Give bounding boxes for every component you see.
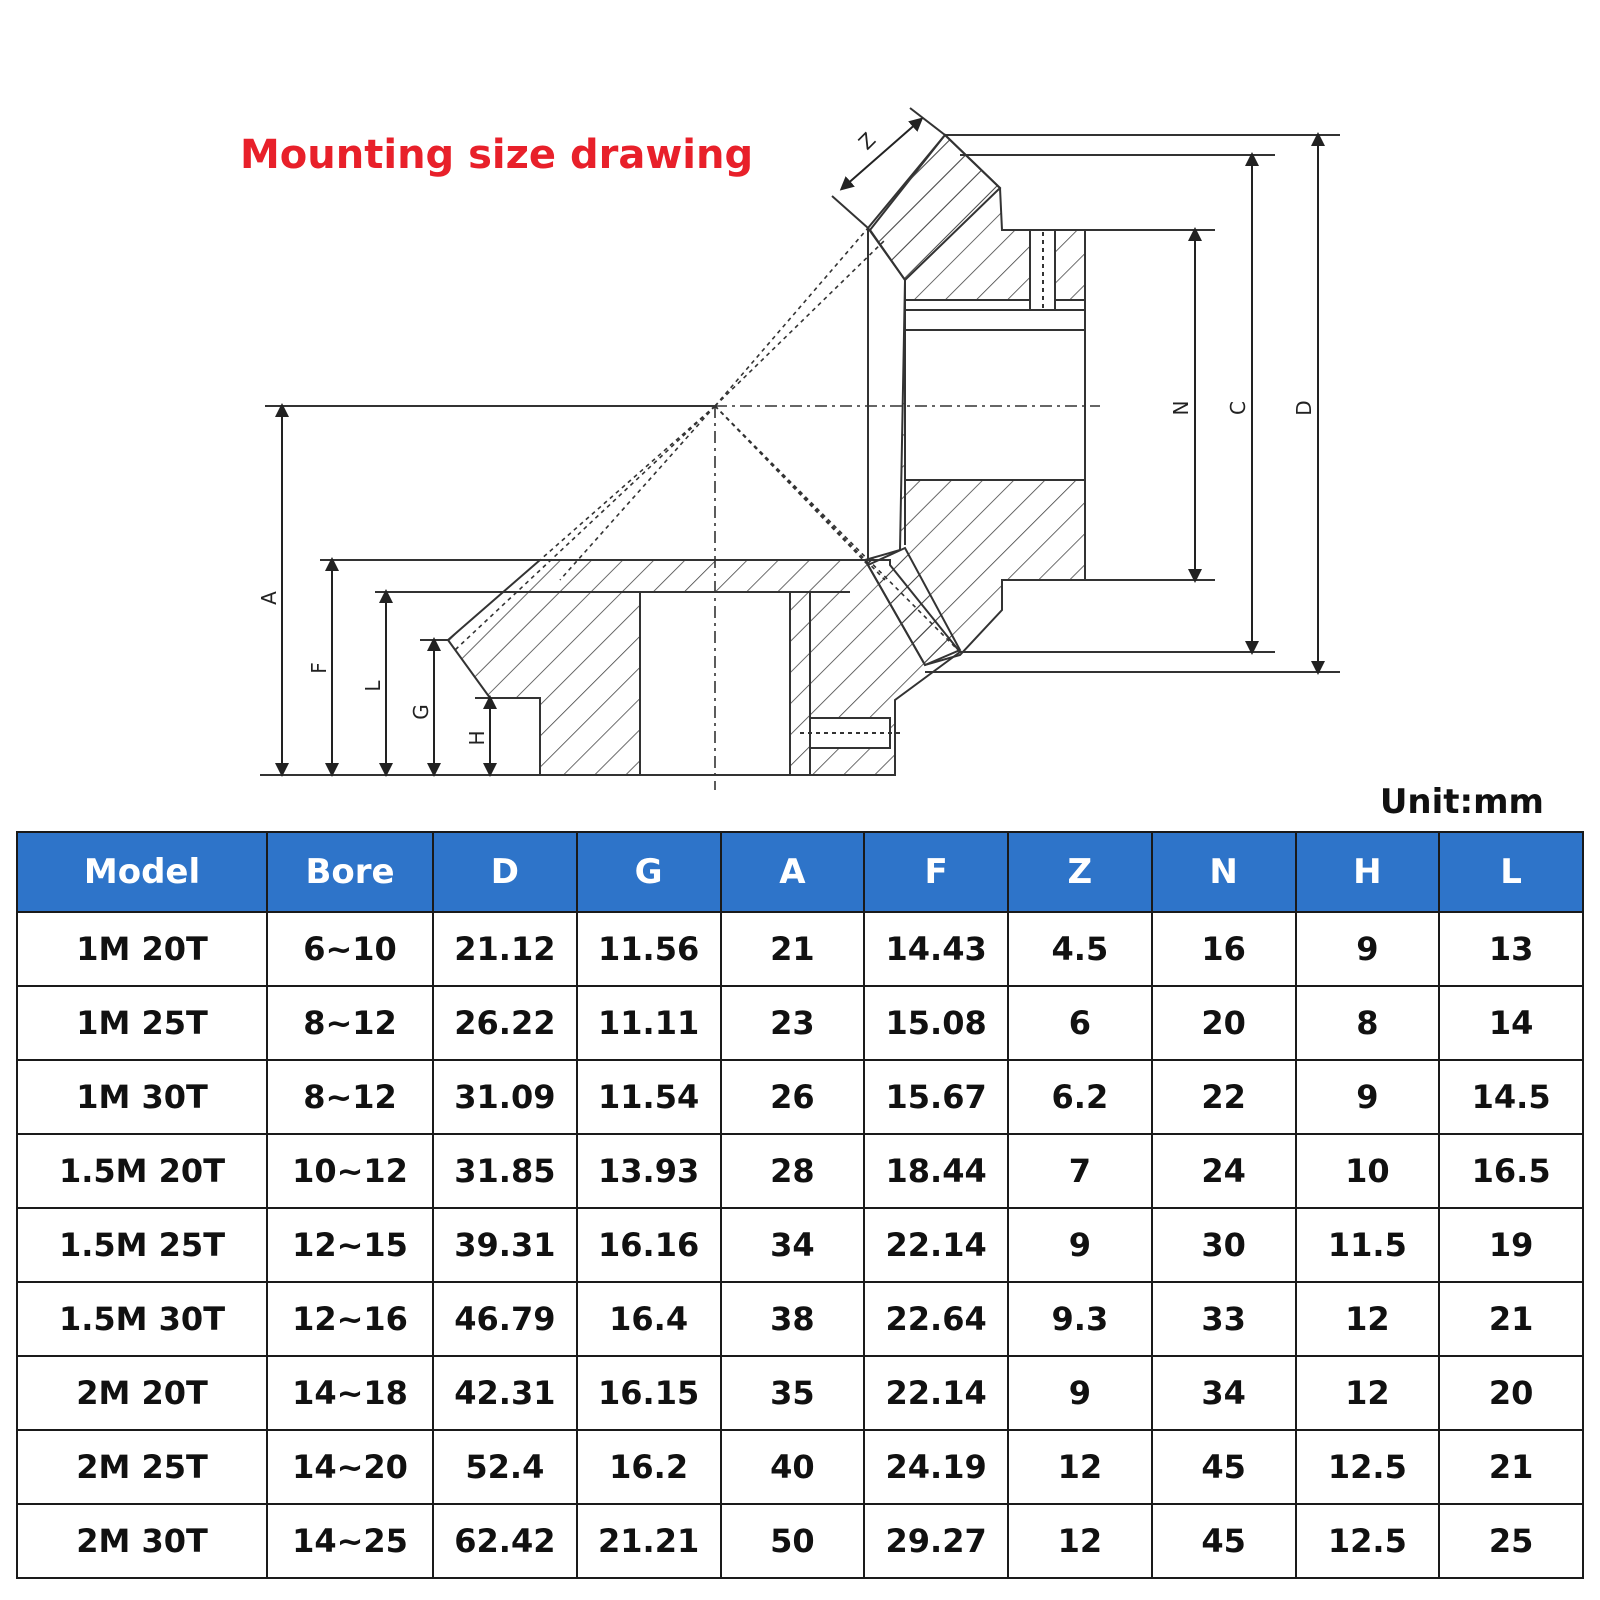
table-cell-d: 52.4: [433, 1430, 577, 1504]
table-cell-n: 45: [1152, 1504, 1296, 1578]
table-cell-z: 12: [1008, 1504, 1152, 1578]
table-cell-f: 15.08: [864, 986, 1008, 1060]
table-cell-g: 13.93: [577, 1134, 721, 1208]
table-cell-l: 20: [1439, 1356, 1583, 1430]
dim-label-c: C: [1226, 401, 1250, 415]
table-cell-d: 42.31: [433, 1356, 577, 1430]
table-row: [17, 1504, 1583, 1578]
table-cell-g: 16.16: [577, 1208, 721, 1282]
table-cell-n: 33: [1152, 1282, 1296, 1356]
col-header-z: Z: [1008, 832, 1152, 912]
col-header-h: H: [1296, 832, 1440, 912]
table-cell-bore: 8~12: [267, 1060, 433, 1134]
dim-label-f: F: [307, 662, 331, 674]
table-cell-h: 9: [1296, 1060, 1440, 1134]
dim-label-n: N: [1169, 400, 1193, 416]
table-cell-h: 12: [1296, 1356, 1440, 1430]
table-cell-model: 1M 30T: [17, 1060, 267, 1134]
table-cell-g: 16.2: [577, 1430, 721, 1504]
table-cell-h: 12.5: [1296, 1504, 1440, 1578]
table-cell-g: 11.11: [577, 986, 721, 1060]
col-header-model: Model: [17, 832, 267, 912]
table-cell-bore: 14~18: [267, 1356, 433, 1430]
table-cell-h: 10: [1296, 1134, 1440, 1208]
table-cell-n: 24: [1152, 1134, 1296, 1208]
table-cell-f: 15.67: [864, 1060, 1008, 1134]
table-cell-a: 34: [721, 1208, 865, 1282]
table-cell-l: 21: [1439, 1282, 1583, 1356]
spec-table: [16, 831, 1584, 1579]
col-header-bore: Bore: [267, 832, 433, 912]
table-cell-a: 28: [721, 1134, 865, 1208]
dim-label-a: A: [257, 591, 281, 605]
table-cell-model: 2M 25T: [17, 1430, 267, 1504]
table-cell-d: 62.42: [433, 1504, 577, 1578]
table-cell-bore: 14~25: [267, 1504, 433, 1578]
table-cell-d: 46.79: [433, 1282, 577, 1356]
col-header-g: G: [577, 832, 721, 912]
table-cell-l: 14.5: [1439, 1060, 1583, 1134]
table-cell-a: 40: [721, 1430, 865, 1504]
table-cell-bore: 8~12: [267, 986, 433, 1060]
table-header-row: [17, 832, 1583, 912]
table-cell-model: 2M 30T: [17, 1504, 267, 1578]
table-cell-h: 9: [1296, 912, 1440, 986]
table-cell-f: 22.64: [864, 1282, 1008, 1356]
table-cell-z: 7: [1008, 1134, 1152, 1208]
table-row: [17, 1134, 1583, 1208]
upper-gear-bore: [905, 330, 1085, 480]
col-header-d: D: [433, 832, 577, 912]
table-cell-n: 16: [1152, 912, 1296, 986]
table-row: [17, 1060, 1583, 1134]
table-cell-bore: 14~20: [267, 1430, 433, 1504]
upper-gear-hub-clear: [905, 300, 1085, 330]
table-cell-z: 9.3: [1008, 1282, 1152, 1356]
table-cell-d: 31.09: [433, 1060, 577, 1134]
table-cell-n: 20: [1152, 986, 1296, 1060]
dim-label-g: G: [409, 704, 433, 720]
table-cell-model: 1M 25T: [17, 986, 267, 1060]
table-cell-l: 21: [1439, 1430, 1583, 1504]
table-cell-bore: 12~16: [267, 1282, 433, 1356]
col-header-n: N: [1152, 832, 1296, 912]
table-cell-z: 12: [1008, 1430, 1152, 1504]
dim-label-z: Z: [853, 127, 881, 155]
table-cell-h: 8: [1296, 986, 1440, 1060]
table-cell-l: 25: [1439, 1504, 1583, 1578]
table-cell-bore: 12~15: [267, 1208, 433, 1282]
table-row: [17, 1430, 1583, 1504]
table-cell-z: 6.2: [1008, 1060, 1152, 1134]
col-header-a: A: [721, 832, 865, 912]
table-cell-f: 14.43: [864, 912, 1008, 986]
table-cell-z: 4.5: [1008, 912, 1152, 986]
table-cell-f: 18.44: [864, 1134, 1008, 1208]
table-cell-g: 11.56: [577, 912, 721, 986]
table-cell-d: 39.31: [433, 1208, 577, 1282]
dim-label-d: D: [1292, 400, 1316, 416]
table-cell-model: 2M 20T: [17, 1356, 267, 1430]
table-cell-l: 16.5: [1439, 1134, 1583, 1208]
table-row: [17, 1208, 1583, 1282]
table-cell-n: 22: [1152, 1060, 1296, 1134]
dim-label-h: H: [465, 730, 489, 746]
table-cell-bore: 6~10: [267, 912, 433, 986]
table-cell-n: 45: [1152, 1430, 1296, 1504]
table-cell-a: 38: [721, 1282, 865, 1356]
table-cell-z: 9: [1008, 1208, 1152, 1282]
table-cell-a: 50: [721, 1504, 865, 1578]
table-cell-model: 1.5M 20T: [17, 1134, 267, 1208]
table-cell-l: 13: [1439, 912, 1583, 986]
table-cell-g: 11.54: [577, 1060, 721, 1134]
table-cell-n: 34: [1152, 1356, 1296, 1430]
table-cell-h: 12: [1296, 1282, 1440, 1356]
col-header-f: F: [864, 832, 1008, 912]
table-cell-bore: 10~12: [267, 1134, 433, 1208]
table-cell-a: 23: [721, 986, 865, 1060]
drawing-title: Mounting size drawing: [240, 132, 754, 178]
table-row: [17, 1282, 1583, 1356]
col-header-l: L: [1439, 832, 1583, 912]
table-cell-h: 12.5: [1296, 1430, 1440, 1504]
table-cell-d: 26.22: [433, 986, 577, 1060]
table-cell-z: 9: [1008, 1356, 1152, 1430]
table-cell-g: 16.4: [577, 1282, 721, 1356]
table-cell-f: 22.14: [864, 1208, 1008, 1282]
table-cell-a: 21: [721, 912, 865, 986]
dim-label-l: L: [361, 680, 385, 692]
table-cell-d: 31.85: [433, 1134, 577, 1208]
table-cell-model: 1.5M 25T: [17, 1208, 267, 1282]
table-cell-g: 21.21: [577, 1504, 721, 1578]
table-cell-model: 1M 20T: [17, 912, 267, 986]
table-row: [17, 912, 1583, 986]
table-cell-h: 11.5: [1296, 1208, 1440, 1282]
table-cell-l: 19: [1439, 1208, 1583, 1282]
table-cell-a: 26: [721, 1060, 865, 1134]
table-body: [17, 912, 1583, 1578]
table-cell-f: 29.27: [864, 1504, 1008, 1578]
table-row: [17, 1356, 1583, 1430]
table-cell-model: 1.5M 30T: [17, 1282, 267, 1356]
table-cell-d: 21.12: [433, 912, 577, 986]
table-row: [17, 986, 1583, 1060]
table-cell-f: 24.19: [864, 1430, 1008, 1504]
unit-label: Unit:mm: [1379, 782, 1544, 822]
table-cell-g: 16.15: [577, 1356, 721, 1430]
table-cell-z: 6: [1008, 986, 1152, 1060]
lower-gear-hub-left: [490, 698, 540, 775]
table-cell-f: 22.14: [864, 1356, 1008, 1430]
table-cell-n: 30: [1152, 1208, 1296, 1282]
table-cell-a: 35: [721, 1356, 865, 1430]
table-cell-l: 14: [1439, 986, 1583, 1060]
